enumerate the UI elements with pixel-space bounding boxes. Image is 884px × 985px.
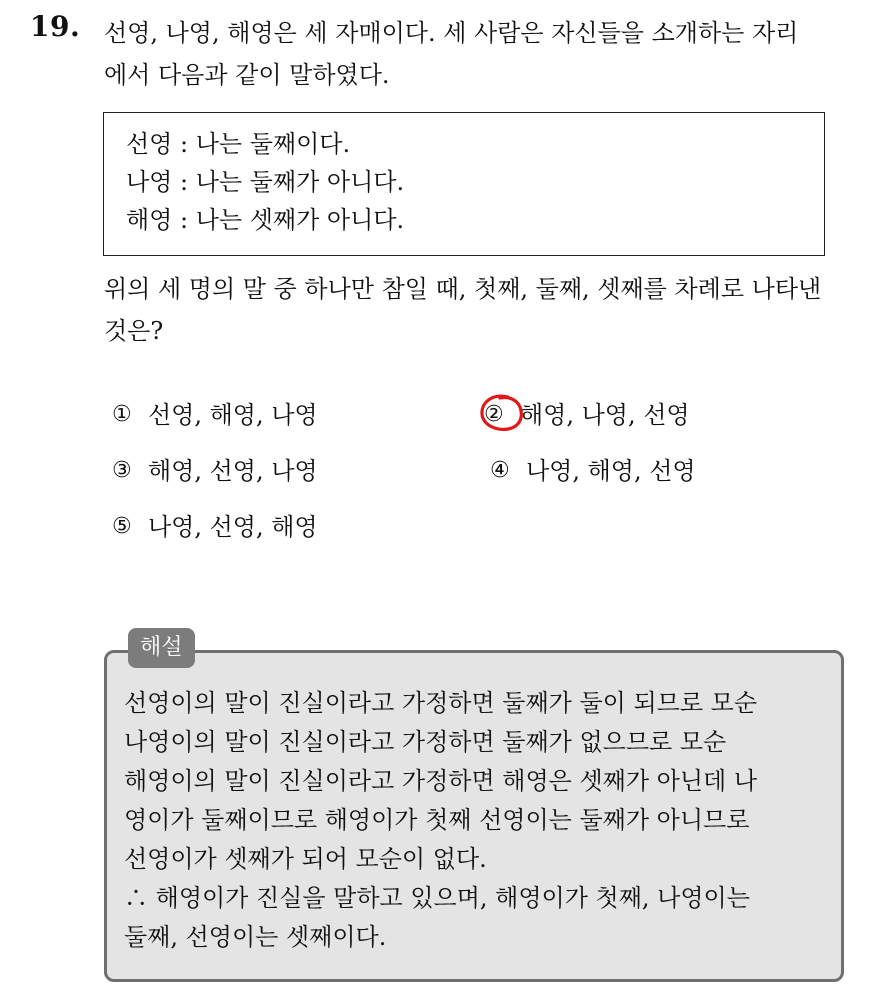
- explanation-line: 선영이가 셋째가 되어 모순이 없다.: [124, 845, 487, 873]
- explanation-line: 영이가 둘째이므로 해영이가 첫째 선영이는 둘째가 아니므로: [124, 806, 750, 834]
- explanation-line: ∴ 해영이가 진실을 말하고 있으며, 해영이가 첫째, 나영이는: [124, 884, 750, 912]
- question-prompt: [104, 268, 864, 352]
- explanation-line: 나영이의 말이 진실이라고 가정하면 둘째가 없으므로 모순: [124, 728, 727, 756]
- choice-5[interactable]: [112, 512, 318, 542]
- choice-4[interactable]: [490, 456, 696, 486]
- stem-line: 선영, 나영, 해영은 세 자매이다. 세 사람은 자신들을 소개하는 자리: [104, 19, 799, 47]
- choice-3[interactable]: [112, 456, 318, 486]
- choice-mark: ④: [490, 458, 510, 483]
- choice-text: 나영, 해영, 선영: [526, 457, 696, 485]
- explanation-text: [124, 684, 834, 957]
- explanation-line: 선영이의 말이 진실이라고 가정하면 둘째가 둘이 되므로 모순: [124, 689, 758, 717]
- choice-mark: ⑤: [112, 514, 132, 539]
- choice-mark: ③: [112, 458, 132, 483]
- prompt-line: 것은?: [104, 317, 164, 345]
- statements-box: [103, 112, 825, 256]
- choice-2[interactable]: [484, 400, 690, 430]
- statement-haeyoung: 해영 : 나는 셋째가 아니다.: [126, 206, 405, 234]
- question-stem: [104, 12, 864, 96]
- statement-seonyoung: 선영 : 나는 둘째이다.: [126, 130, 351, 158]
- explanation-line: 둘째, 선영이는 셋째이다.: [124, 923, 387, 951]
- choice-text: 해영, 선영, 나영: [148, 457, 318, 485]
- choice-text: 선영, 해영, 나영: [148, 401, 318, 429]
- choice-mark: ②: [484, 402, 504, 427]
- explanation-tab: 해설: [128, 628, 195, 668]
- question-number: 19.: [30, 10, 81, 43]
- statement-nayoung: 나영 : 나는 둘째가 아니다.: [126, 168, 405, 196]
- prompt-line: 위의 세 명의 말 중 하나만 참일 때, 첫째, 둘째, 셋째를 차례로 나타낸: [104, 275, 822, 303]
- choice-mark: ①: [112, 402, 132, 427]
- stem-line: 에서 다음과 같이 말하였다.: [104, 61, 390, 89]
- choice-text: 해영, 나영, 선영: [520, 401, 690, 429]
- choice-text: 나영, 선영, 해영: [148, 513, 318, 541]
- choice-1[interactable]: [112, 400, 318, 430]
- explanation-line: 해영이의 말이 진실이라고 가정하면 해영은 셋째가 아닌데 나: [124, 767, 758, 795]
